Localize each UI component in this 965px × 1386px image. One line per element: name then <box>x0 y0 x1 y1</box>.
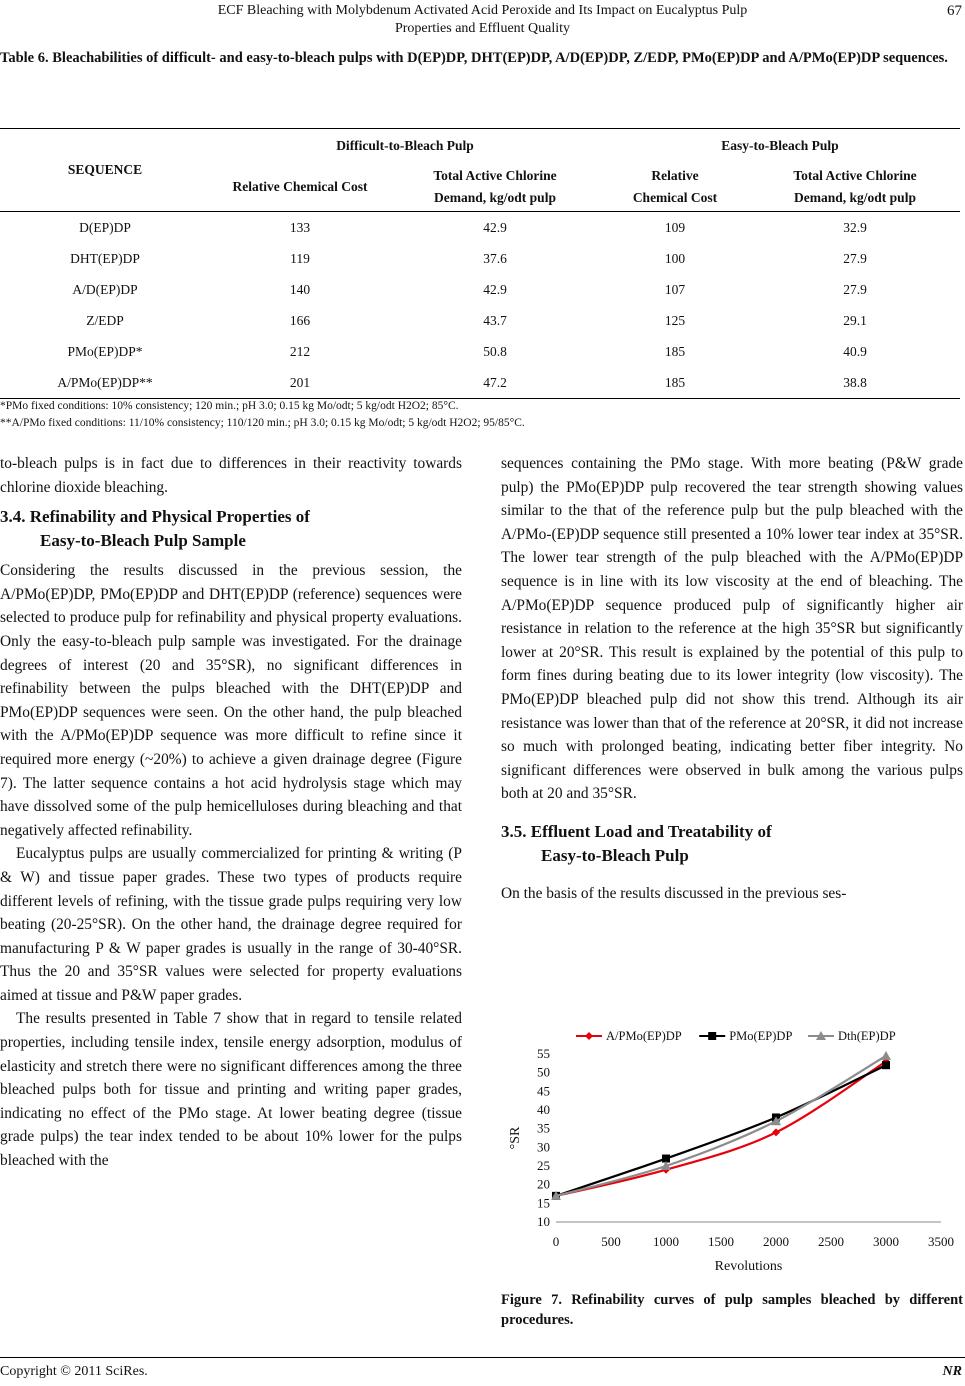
x-tick-label: 1500 <box>708 1234 734 1249</box>
y-tick-label: 50 <box>537 1064 550 1080</box>
cell-seq: A/D(EP)DP <box>72 281 138 297</box>
cell-d-tac: 50.8 <box>483 343 507 359</box>
paragraph-effluent: On the basis of the results discussed in the previous ses- <box>501 884 847 902</box>
data-point <box>881 1051 891 1060</box>
series-line <box>556 1065 886 1196</box>
y-tick-label: 20 <box>537 1176 550 1192</box>
y-tick-label: 45 <box>537 1083 550 1099</box>
legend-entry: A/PMo(EP)DP <box>606 1029 682 1043</box>
table-row <box>0 367 960 399</box>
cell-d-tac: 37.6 <box>483 250 507 266</box>
cell-e-cost: 107 <box>664 281 686 297</box>
table-6 <box>0 128 960 399</box>
y-axis-label: °SR <box>508 1126 523 1150</box>
cell-seq: D(EP)DP <box>79 219 131 235</box>
footer-copyright: Copyright © 2011 SciRes. <box>0 1364 148 1379</box>
cell-seq: DHT(EP)DP <box>70 250 140 266</box>
table-row <box>0 274 960 305</box>
table-caption: Table 6. Bleachabilities of difficult- and easy-to-bleach pulps with D(EP)DP, DHT(EP)DP, A/D(EP)DP, Z/EDP, PMo(EP)DP and A/PMo(EP)DP sequences. <box>0 50 948 66</box>
header-e-rel-l1: Relative <box>651 168 699 183</box>
table-row <box>0 305 960 336</box>
cell-e-tac: 29.1 <box>843 312 867 328</box>
x-tick-label: 3500 <box>928 1234 954 1249</box>
cell-e-cost: 125 <box>664 312 686 328</box>
header-d-tac-l1: Total Active Chlorine <box>433 168 557 183</box>
running-header <box>0 2 965 38</box>
y-tick-label: 15 <box>537 1195 550 1211</box>
left-column <box>0 452 462 1173</box>
cell-seq: PMo(EP)DP* <box>67 343 143 359</box>
x-tick-label: 3000 <box>873 1234 899 1249</box>
cell-d-tac: 42.9 <box>483 281 507 297</box>
header-e-rel-cost <box>600 163 750 212</box>
table-note-2: **A/PMo fixed conditions: 11/10% consistency; 110/120 min.; pH 3.0; 0.15 kg Mo/odt; 5 kg/odt H2O2; 95/85°C. <box>0 417 525 429</box>
paragraph-refinability: Considering the results discussed in the previous session, the A/PMo(EP)DP, PMo(EP)DP and DHT(EP)DP (reference) sequences were selected to produce pulp for refinability and physical property evaluations. Only the easy-to-bleach pulp sample was investigated. For the drainage degrees of interest (20 and 35°SR), no significant differences in refinability between the pulps bleached with the DHT(EP)DP and PMo(EP)DP sequences were seen. On the other hand, the pulp bleached with the A/PMo(EP)DP sequence was more difficult to refine since it required more energy (~20%) to achieve a given drainage degree (Figure 7). The latter sequence contains a hot acid hydrolysis stage which may have dissolved some of the pulp hemicelluloses during bleaching and that negatively affected refinability. <box>0 562 462 839</box>
y-tick-label: 10 <box>537 1214 550 1229</box>
cell-d-cost: 201 <box>289 374 311 390</box>
table-row <box>0 243 960 274</box>
y-tick-label: 25 <box>537 1158 550 1173</box>
x-tick-label: 500 <box>601 1234 621 1249</box>
cell-d-cost: 119 <box>290 250 310 266</box>
footer <box>0 1364 965 1380</box>
y-tick-label: 40 <box>537 1102 550 1117</box>
cell-d-cost: 140 <box>289 281 311 297</box>
cell-d-tac: 43.7 <box>483 312 507 328</box>
paragraph-eucalyptus: Eucalyptus pulps are usually commercialized for printing & writing (P & W) and tissue paper grades. These two types of products require different levels of refining, with the tissue grade pulps requiring very low beating (20-25°SR). On the other hand, the drainage degree required for manufacturing P & W paper grades is usually in the range of 30-40°SR. Thus the 20 and 35°SR values were selected for property evaluations aimed at tissue and P&W paper grades. <box>0 845 462 1004</box>
cell-d-tac: 47.2 <box>483 374 507 390</box>
section-3-5-line1: 3.5. Effluent Load and Treatability of <box>501 821 772 841</box>
cell-d-cost: 166 <box>289 312 311 328</box>
footer-rule <box>0 1357 965 1358</box>
y-tick-label: 30 <box>537 1139 550 1155</box>
cell-e-tac: 32.9 <box>843 219 867 235</box>
footer-journal: NR <box>942 1364 962 1379</box>
section-heading-3-5 <box>501 820 963 868</box>
section-heading-3-4 <box>0 505 462 553</box>
legend-entry: Dth(EP)DP <box>838 1029 896 1043</box>
cell-e-tac: 40.9 <box>843 343 867 359</box>
section-3-4-line2: Easy-to-Bleach Pulp Sample <box>40 531 246 551</box>
series-line <box>556 1056 886 1196</box>
cell-d-cost: 133 <box>289 219 311 235</box>
header-e-tac <box>750 163 960 212</box>
table-notes <box>0 398 962 432</box>
header-e-tac-l1: Total Active Chlorine <box>793 168 917 183</box>
right-column <box>501 452 963 906</box>
header-d-tac-l2: Demand, kg/odt pulp <box>434 190 556 205</box>
cell-e-cost: 109 <box>664 219 686 235</box>
header-sequence: SEQUENCE <box>67 162 143 177</box>
x-tick-label: 2500 <box>818 1234 844 1249</box>
cell-e-tac: 38.8 <box>843 374 867 390</box>
header-difficult-group: Difficult-to-Bleach Pulp <box>336 138 474 153</box>
x-axis-label: Revolutions <box>714 1259 783 1274</box>
data-point <box>882 1061 890 1069</box>
cell-e-cost: 185 <box>664 374 686 390</box>
header-easy-group: Easy-to-Bleach Pulp <box>721 138 839 153</box>
paragraph-results: The results presented in Table 7 show that in regard to tensile related properties, including tensile index, tensile energy adsorption, modulus of elasticity and stretch there were no significant differences among the three bleached pulps both for tissue and printing and writing paper grades, indicating no effect of the PMo stage. At lower beating degree (tissue grade pulps) the tear index tended to be about 10% lower for the pulps bleached with the <box>0 1010 462 1170</box>
header-e-tac-l2: Demand, kg/odt pulp <box>794 190 916 205</box>
paragraph-tear: sequences containing the PMo stage. With more beating (P&W grade pulp) the PMo(EP)DP pulp recovered the tear strength showing values similar to the that of the reference pulp but the pulp bleached with the A/PMo-(EP)DP sequence still presented a 10% lower tear index at 35°SR. The lower tear strength of the pulp bleached with the A/PMo(EP)DP sequence is in line with its low viscosity at the end of bleaching. The A/PMo(EP)DP sequence produced pulp of significantly higher air resistance in relation to the reference at the high 35°SR but significantly lower at 20°SR. This result is explained by the potential of this pulp to form fines during beating due to its lower integrity (low viscosity). The PMo(EP)DP bleached pulp did not show this trend. Although its air resistance was lower than that of the reference at 20°SR, it did not increase so much with prolonged beating, indicating better fiber integrity. No significant differences were observed in bulk among the various pulps both at 20 and 35°SR. <box>501 455 963 803</box>
y-tick-label: 55 <box>537 1046 550 1061</box>
data-point <box>585 1032 593 1040</box>
header-title-line1: ECF Bleaching with Molybdenum Activated Acid Peroxide and Its Impact on Eucalyptus Pulp <box>217 3 748 18</box>
cell-d-cost: 212 <box>289 343 311 359</box>
cell-e-tac: 27.9 <box>843 281 867 297</box>
legend-entry: PMo(EP)DP <box>729 1029 793 1043</box>
figure-7-chart <box>501 1022 965 1287</box>
paragraph-continuation: to-bleach pulps is in fact due to differences in their reactivity towards chlorine dioxide bleaching. <box>0 455 462 496</box>
table-row <box>0 336 960 367</box>
table-row <box>0 212 960 244</box>
page-number: 67 <box>947 3 962 19</box>
cell-e-tac: 27.9 <box>843 250 867 266</box>
x-tick-label: 2000 <box>763 1234 789 1249</box>
cell-seq: A/PMo(EP)DP** <box>57 374 153 390</box>
table-note-1: *PMo fixed conditions: 10% consistency; 120 min.; pH 3.0; 0.15 kg Mo/odt; 5 kg/odt H2O2; 85°C. <box>0 400 459 412</box>
section-3-4-line1: 3.4. Refinability and Physical Properties of <box>0 507 310 527</box>
data-point <box>708 1032 716 1040</box>
x-tick-label: 1000 <box>653 1234 679 1249</box>
x-tick-label: 0 <box>552 1234 560 1249</box>
header-d-tac <box>390 163 600 212</box>
header-d-rel-cost: Relative Chemical Cost <box>232 179 368 194</box>
series-line <box>556 1061 886 1195</box>
header-title-line2: Properties and Effluent Quality <box>394 21 571 36</box>
data-point <box>772 1128 780 1136</box>
cell-e-cost: 185 <box>664 343 686 359</box>
header-e-rel-l2: Chemical Cost <box>632 190 718 205</box>
section-3-5-line2: Easy-to-Bleach Pulp <box>541 845 689 865</box>
cell-d-tac: 42.9 <box>483 219 507 235</box>
cell-seq: Z/EDP <box>86 312 124 328</box>
y-tick-label: 35 <box>537 1120 550 1136</box>
cell-e-cost: 100 <box>664 250 686 266</box>
figure-caption: Figure 7. Refinability curves of pulp samples bleached by different procedures. <box>501 1292 963 1328</box>
